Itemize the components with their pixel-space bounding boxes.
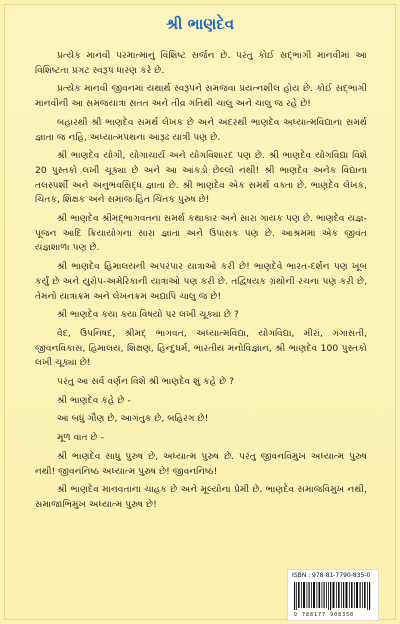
paragraph: વેદ, ઉપનિષદ, શ્રીમદ્ ભાગવત, અધ્યાત્મવિદ્યા, યોગવિદ્યા, મીરાં, ગંગાસતી, જીવનવિકાસ, હિમાલય, શિક્ષણ, હિન્દુધર્મ, ભારતીય મનોવિજ્ઞાન, શ્રી ભાણદેવ 100 પુસ્તકો લખી ચૂક્યા છે! [35, 327, 367, 369]
paragraph: આ બધું ગૌણ છે, આગંતુક છે, બહિરંગ છે! [57, 413, 209, 425]
paragraph: શ્રી ભાણદેવ માનવતાના ચાહક છે અને મૂલ્યોના પ્રેમી છે. ભાણદેવ સમાજવિમુખ નથી, સમાજાભિમુખ અધ્યાત્મ પુરુષ છે! [35, 484, 367, 510]
paragraph: શ્રી ભાણદેવ સાધુ પુરુષ છે, અધ્યાત્મ પુરુષ છે. પરંતુ જીવનવિમુખ અધ્યાત્મ પુરુષ નથી! જીવનનિષ્ઠ અધ્યાત્મ પુરુષ છે! જીવનનિષ્ઠ! [35, 450, 367, 477]
book-back-cover [4, 4, 396, 620]
paragraph: પ્રત્યેક માનવી જીવનમાં યથાર્થ સ્વરૂપને સમજવા પ્રયત્નશીલ હોય છે. કોઈ સદ્ભાગી માનવીની આ સમજયાત્રા સતત અને તીવ્ર ગતિથી ચાલુ અને ચાલુ જ રહે છે! [35, 83, 367, 110]
paragraph: બહારથી શ્રી ભાણદેવ સમર્થ લેખક છે અને અંદરથી ભાણદેવ અધ્યાત્મવિદ્યાના સમર્થ જ્ઞાતા જ નહિ, અધ્યાત્મપથના આરૂઢ યાત્રી પણ છે. [35, 116, 367, 143]
paragraph: શ્રી ભાણદેવ શ્રીમદ્ભાગવતના સમર્થ કથાકાર અને સારા ગાયક પણ છે. ભાણદેવ યજ્ઞ-પૂજન આદિ ક્રિયાયોગના સારા જ્ઞાતા અને ઉપાસક પણ છે. આશ્રમમાં એક જીવંત યજ્ઞશાળા પણ છે. [35, 213, 367, 254]
body-text [35, 49, 367, 517]
isbn-barcode [287, 569, 379, 621]
paragraph: શ્રી ભાણદેવ કયા કયા વિષયો પર લખી ચૂક્યા છે ? [57, 309, 239, 321]
paragraph: મૂળ વાત છે - [57, 432, 104, 444]
paragraph: પરંતુ આ સર્વ વર્ણન વિશે શ્રી ભાણદેવ શું કહે છે ? [57, 376, 234, 388]
barcode-digits: 9 788177 908350 [294, 612, 355, 618]
barcode-bars [294, 582, 372, 610]
paragraph: શ્રી ભાણદેવ યોગી, યોગાચાર્ય અને યોગવિશારદ પણ છે. શ્રી ભાણદેવ યોગવિદ્યા વિશે 20 પુસ્તકો લખી ચૂક્યા છે અને આ આંકડો છેલ્લો નથી! શ્રી ભાણદેવ અનેક વિદ્યાના તલસ્પર્શી અને અનુભવસિદ્ધ જ્ઞાતા છે. શ્રી ભાણદેવ એક સમર્થ વક્તા છે. ભાણદેવ લેખક, ચિંતક, શિક્ષક અને સમાજ હિત ચિંતક પુરુષ છે! [35, 150, 367, 206]
paragraph: શ્રી ભાણદેવ કહે છે - [57, 394, 131, 406]
paragraph: પ્રત્યેક માનવી પરમાત્માનું વિશિષ્ટ સર્જન છે. પરંતુ કોઈ સદ્ભાગી માનવીમાં આ વિશિષ્ટતા પ્રગટ સ્વરૂપ ધારણ કરે છે. [35, 50, 367, 76]
isbn-label: ISBN : 978-81-7790-835-0 [292, 572, 371, 579]
page-title: શ્રી ભાણદેવ [165, 15, 235, 33]
paragraph: શ્રી ભાણદેવ હિમાલયની અપરંપાર યાત્રાઓ કરી છે! ભાણદેવે ભારત-દર્શન પણ ખૂબ કર્યું છે અને યુરોપ-અમેરિકાની યાત્રાઓ પણ કરી છે. તદ્વિષયક ગ્રંથોની રચના પણ કરી છે, તેમનો યાત્રાક્રમ અને લેખનક્રમ અદ્યાપિ ચાલુ જ છે! [35, 261, 367, 302]
